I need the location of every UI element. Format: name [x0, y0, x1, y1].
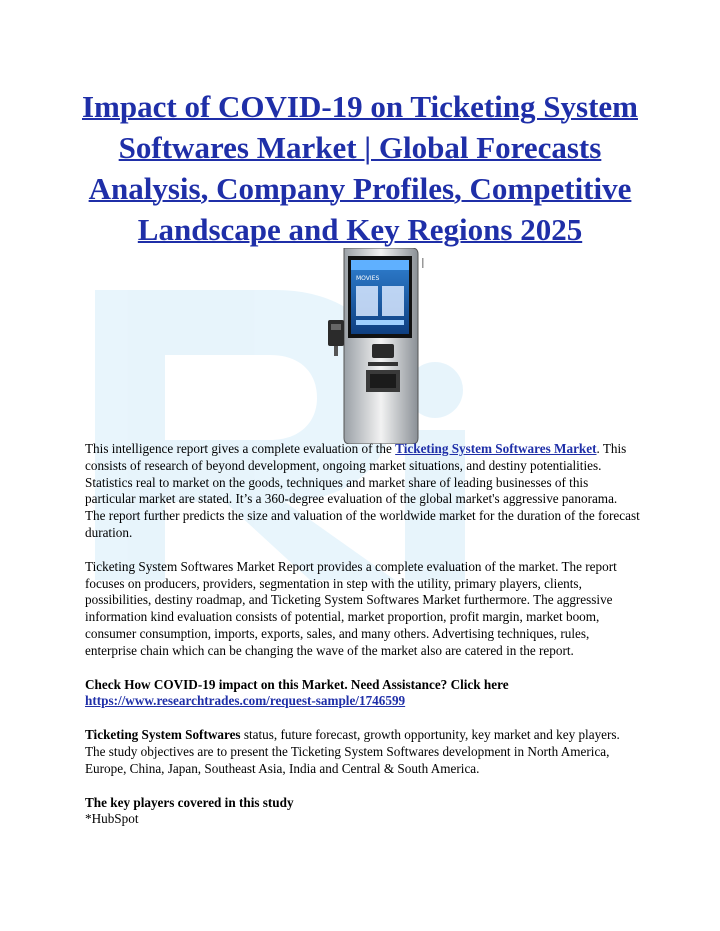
title-link[interactable]: Impact of COVID-19 on Ticketing System Softwares Market | Global Forecasts Analysis, Company Profiles, Competitive Landscape and Key Regions 2025: [81, 89, 638, 247]
scope-bold: Ticketing System Softwares: [85, 727, 241, 743]
intro-paragraph: [85, 441, 640, 542]
article-body: [85, 441, 640, 845]
player-item: *HubSpot: [85, 811, 139, 827]
sample-request-link[interactable]: https://www.researchtrades.com/request-sample/1746599: [85, 693, 406, 709]
players-block: [85, 795, 640, 829]
scope-paragraph: [85, 727, 640, 777]
market-link[interactable]: Ticketing System Softwares Market: [395, 441, 597, 456]
intro-rest: . This consists of research of beyond development, ongoing market situations, and destiny potentialities. Statistics real to market on the goods, techniques and market share of leading businesses of this particular market are stated. It’s a 360-degree evaluation of the global market's aggressive panorama. The report further predicts the size and valuation of the worldwide market for the duration of the forecast duration.: [85, 441, 640, 540]
ticket-kiosk-image: [318, 248, 428, 444]
kiosk-screen-text: MOVIES: [356, 275, 380, 282]
players-heading: The key players covered in this study: [85, 794, 294, 810]
scope-rest: status, future forecast, growth opportunity, key market and key players. The study objectives are to present the Ticketing System Softwares development in North America, Europe, China, Japan, Southeast Asia, India and Central & South America.: [85, 727, 620, 776]
intro-lead: This intelligence report gives a complete evaluation of the: [85, 441, 396, 456]
cta-block: [85, 677, 640, 711]
page-title[interactable]: [70, 86, 650, 250]
overview-paragraph: Ticketing System Softwares Market Report provides a complete evaluation of the market. The report focuses on producers, providers, segmentation in step with the utility, primary players, clients, possibilities, destiny roadmap, and Ticketing System Softwares Market furthermore. The aggressive information kind evaluation consists of potential, market proportion, profit margin, market boom, consumer consumption, imports, exports, sales, and many others. Advertising techniques, rules, enterprise chain which can be changing the wave of the market also are catered in the report.: [85, 558, 617, 658]
cta-text: Check How COVID-19 impact on this Market. Need Assistance? Click here: [85, 676, 509, 692]
